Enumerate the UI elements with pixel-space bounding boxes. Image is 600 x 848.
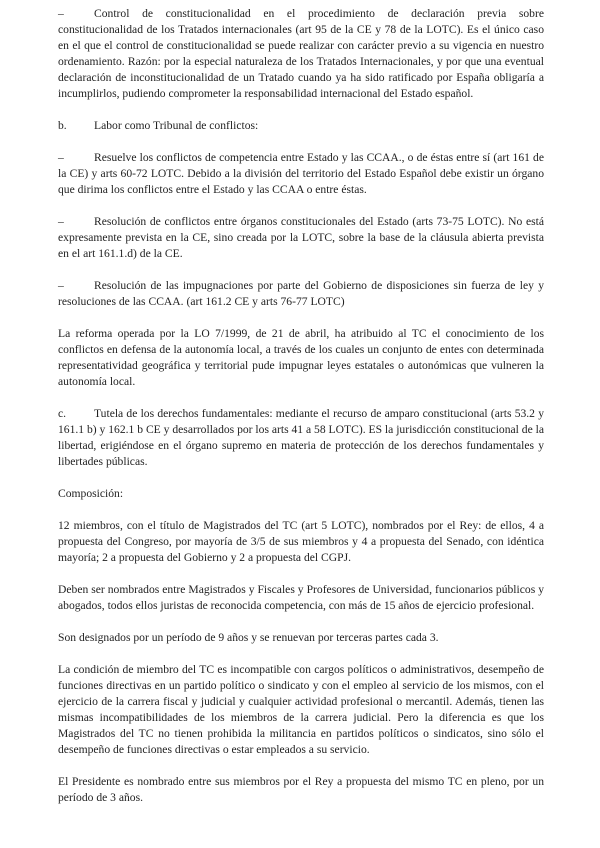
heading-composition: Composición: (58, 487, 124, 500)
paragraph-incompatibilities: La condición de miembro del TC es incompatible con cargos políticos o administrativos, desempeño de funciones directivas en un partido político o sindicato y con el empleo al servicio de los mismos, con el ejercicio de la carrera fiscal y judicial y cualquier actividad profesional o mercantil. Además, tienen las mismas incompatibilidades de los miembros de la carrera judicial. Pero la diferencia es que los Magistrados del TC no tienen prohibida la militancia en partidos políticos o sindicatos, sino sólo el desempeño de funciones directivas o estar empleados a su servicio. (58, 663, 544, 756)
paragraph-text: Resuelve los conflictos de competencia entre Estado y las CCAA., o de éstas entre sí (art 161 de la CE) y arts 60-72 LOTC. Debido a la división del territorio del Estado Español debe existir un órgano que dirima los conflictos entre el Estado y las CCAA o entre éstas. (58, 151, 544, 196)
letter-marker: c. (58, 407, 67, 420)
paragraph-text: Resolución de conflictos entre órganos constitucionales del Estado (arts 73-75 LOTC). No está expresamente prevista en la CE, sino creada por la LOTC, sobre la base de la cláusula abierta prevista en el art 161.1.d) de la CE. (58, 215, 544, 260)
paragraph-text: Resolución de las impugnaciones por parte del Gobierno de disposiciones sin fuerza de ley y resoluciones de las CCAA. (art 161.2 CE y arts 76-77 LOTC) (58, 279, 544, 308)
paragraph-text: Control de constitucionalidad en el procedimiento de declaración previa sobre constitucionalidad de los Tratados internacionales (art 95 de la CE y 78 de la LOTC). Es el único caso en el que el control de constitucionalidad se puede realizar con carácter previo a su vigencia en nuestro ordenamiento. Razón: por la especial naturaleza de los Tratados Internacionales, y por que una eventual declaración de inconstitucionalidad de un Tratado cuando ya ha sido ratificado por España obligaría a incumplirlos, pudiendo comprometer la responsabilidad internacional del Estado español. (58, 7, 544, 100)
paragraph-impugnations (58, 278, 544, 310)
dash-marker: – (58, 215, 64, 228)
paragraph-text: Tutela de los derechos fundamentales: mediante el recurso de amparo constitucional (arts 53.2 y 161.1 b) y 162.1 b CE y desarrollados por los arts 41 a 58 LOTC). ES la jurisdicción constitucional de la libertad, erigiéndose en el órgano supremo en materia de protección de los derechos fundamentales y libertades públicas. (58, 407, 544, 468)
paragraph-local-autonomy: La reforma operada por la LO 7/1999, de 21 de abril, ha atribuido al TC el conocimiento de los conflictos en defensa de la autonomía local, a través de los cuales un conjunto de entes con determinada representatividad geográfica y territorial pude impugnar leyes estatales o autonómicas que vulneren la autonomía local. (58, 327, 544, 388)
heading-text: Labor como Tribunal de conflictos: (94, 119, 259, 132)
paragraph-organ-conflicts (58, 214, 544, 262)
dash-marker: – (58, 7, 64, 20)
paragraph-requirements: Deben ser nombrados entre Magistrados y Fiscales y Profesores de Universidad, funcionarios públicos y abogados, todos ellos juristas de reconocida competencia, con más de 15 años de ejercicio profesional. (58, 583, 544, 612)
paragraph-competence-conflicts (58, 150, 544, 198)
paragraph-members: 12 miembros, con el título de Magistrados del TC (art 5 LOTC), nombrados por el Rey: de ellos, 4 a propuesta del Congreso, por mayoría de 3/5 de sus miembros y 4 a propuesta del Senado, con idéntica mayoría; 2 a propuesta del Gobierno y 2 a propuesta del CGPJ. (58, 519, 544, 564)
paragraph-treaty-control (58, 6, 544, 102)
heading-conflict-tribunal (58, 118, 544, 134)
paragraph-term: Son designados por un período de 9 años y se renuevan por terceras partes cada 3. (58, 631, 439, 644)
paragraph-president: El Presidente es nombrado entre sus miembros por el Rey a propuesta del mismo TC en pleno, por un período de 3 años. (58, 775, 544, 804)
document-page (58, 6, 544, 822)
paragraph-fundamental-rights (58, 406, 544, 470)
dash-marker: – (58, 151, 64, 164)
dash-marker: – (58, 279, 64, 292)
letter-marker: b. (58, 119, 67, 132)
